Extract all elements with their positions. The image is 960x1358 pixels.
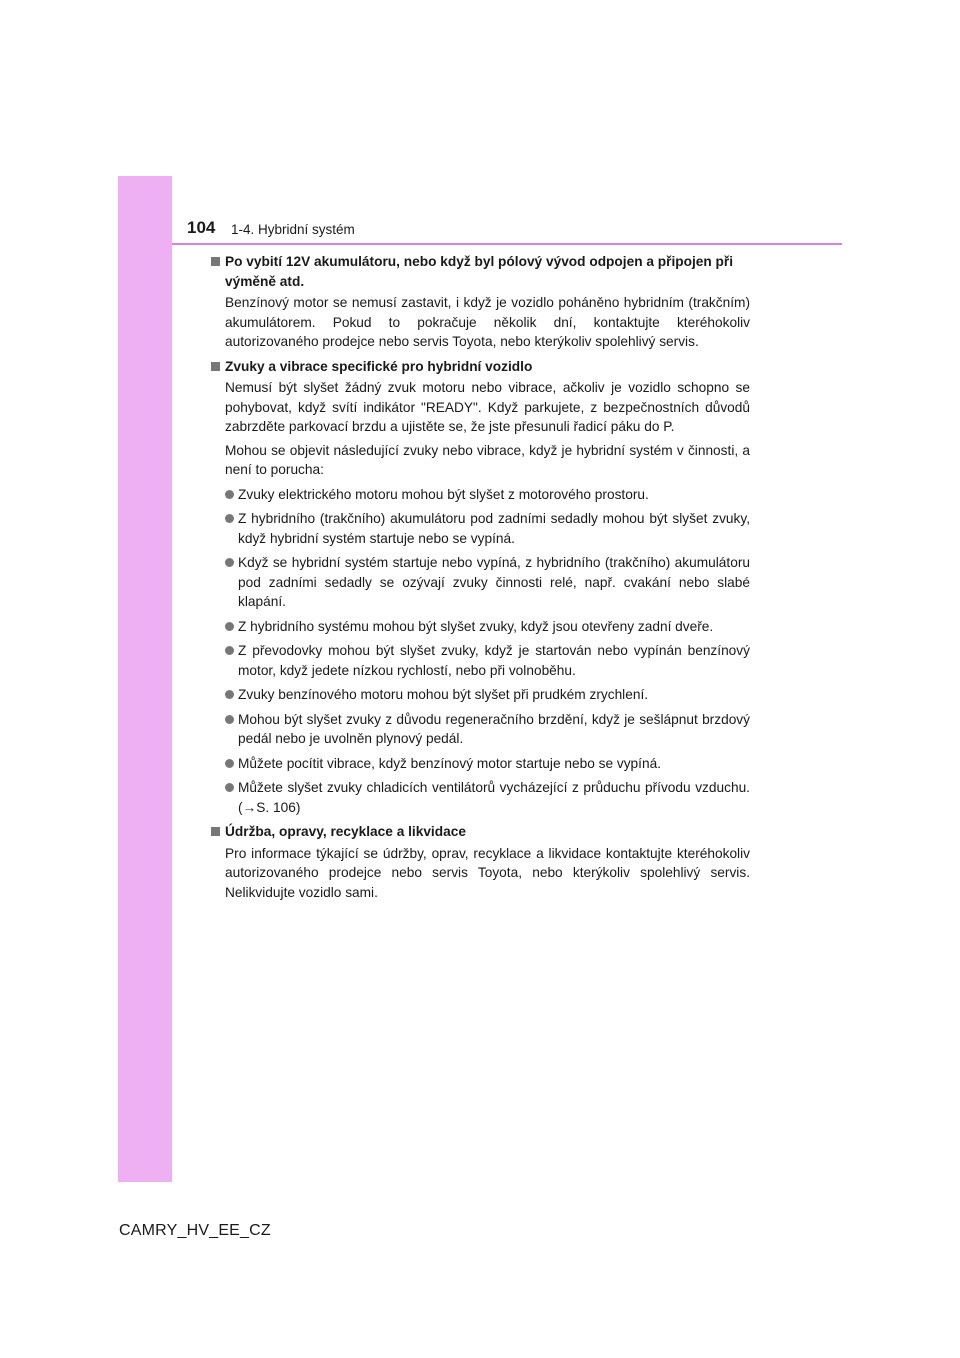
paragraph: Benzínový motor se nemusí zastavit, i když je vozidlo poháněno hybridním (trakčním) akumulátorem. Pokud to pokračuje několik dní, kontaktujte kteréhokoliv autorizovaného prodejce nebo servis Toyota, nebo kterýkoliv spolehlivý servis. xyxy=(225,295,750,349)
chapter-title: 1-4. Hybridní systém xyxy=(231,222,355,237)
section-heading-text: Zvuky a vibrace specifické pro hybridní vozidlo xyxy=(225,358,533,374)
square-bullet-icon xyxy=(211,827,220,836)
list-item-text: Zvuky elektrického motoru mohou být slyšet z motorového prostoru. xyxy=(238,486,649,502)
list-item-text: Můžete pocítit vibrace, když benzínový motor startuje nebo se vypíná. xyxy=(238,755,662,771)
list-item-text: Mohou být slyšet zvuky z důvodu regeneračního brzdění, když je sešlápnut brzdový pedál nebo je uvolněn plynový pedál. xyxy=(238,711,750,746)
round-bullet-icon xyxy=(225,783,234,792)
header-divider xyxy=(172,243,842,245)
section-heading xyxy=(210,252,750,291)
round-bullet-icon xyxy=(225,622,234,631)
chapter-sidebar-tab xyxy=(118,176,172,1182)
list-item xyxy=(225,685,750,705)
square-bullet-icon xyxy=(211,257,220,266)
list-item xyxy=(225,485,750,505)
list-item xyxy=(225,778,750,817)
paragraph: Pro informace týkající se údržby, oprav, recyklace a likvidace kontaktujte kteréhokoliv autorizovaného prodejce nebo servis Toyota, nebo kterýkoliv spolehlivý servis. Nelikvidujte vozidlo sami. xyxy=(225,845,750,900)
document-code: CAMRY_HV_EE_CZ xyxy=(119,1222,271,1239)
list-item xyxy=(225,553,750,612)
list-item xyxy=(225,710,750,749)
section-heading xyxy=(210,822,750,842)
round-bullet-icon xyxy=(225,514,234,523)
list-item xyxy=(225,617,750,637)
list-item-text: Zvuky benzínového motoru mohou být slyšet při prudkém zrychlení. xyxy=(238,687,649,702)
list-item-text: Můžete slyšet zvuky chladicích ventilátorů vycházející z průduchu přívodu vzduchu. (→S. 106) xyxy=(238,780,750,815)
list-item-text: Z hybridního (trakčního) akumulátoru pod zadními sedadly mohou být slyšet zvuky, když hybridní systém startuje nebo se vypíná. xyxy=(238,511,750,546)
page-number: 104 xyxy=(187,218,216,237)
paragraph: Nemusí být slyšet žádný zvuk motoru nebo vibrace, ačkoliv je vozidlo schopno se pohybovat, když svítí indikátor "READY". Když parkujete, z bezpečnostních důvodů zabrzděte parkovací brzdu a ujistěte se, že jste přesunuli řadicí páku do P. xyxy=(225,380,750,434)
list-item xyxy=(225,754,750,774)
section-heading xyxy=(210,357,750,377)
page-content xyxy=(210,252,750,902)
list-item xyxy=(225,641,750,680)
round-bullet-icon xyxy=(225,558,234,567)
paragraph: Mohou se objevit následující zvuky nebo vibrace, když je hybridní systém v činnosti, a není to porucha: xyxy=(225,442,750,477)
section-heading-text: Údržba, opravy, recyklace a likvidace xyxy=(225,824,466,839)
round-bullet-icon xyxy=(225,715,234,724)
square-bullet-icon xyxy=(211,362,220,371)
round-bullet-icon xyxy=(225,759,234,768)
list-item-text: Když se hybridní systém startuje nebo vypíná, z hybridního (trakčního) akumulátoru pod zadními sedadly se ozývají zvuky činnosti relé, např. cvakání nebo slabé klapání. xyxy=(238,555,750,609)
list-item-text: Z převodovky mohou být slyšet zvuky, když je startován nebo vypínán benzínový motor, když jedete nízkou rychlostí, nebo při volnoběhu. xyxy=(238,643,750,678)
round-bullet-icon xyxy=(225,646,234,655)
section-heading-text: Po vybití 12V akumulátoru, nebo když byl pólový vývod odpojen a připojen při výměně atd. xyxy=(225,254,734,289)
list-item-text: Z hybridního systému mohou být slyšet zvuky, když jsou otevřeny zadní dveře. xyxy=(238,618,714,634)
round-bullet-icon xyxy=(225,690,234,699)
round-bullet-icon xyxy=(225,490,234,499)
list-item xyxy=(225,509,750,548)
